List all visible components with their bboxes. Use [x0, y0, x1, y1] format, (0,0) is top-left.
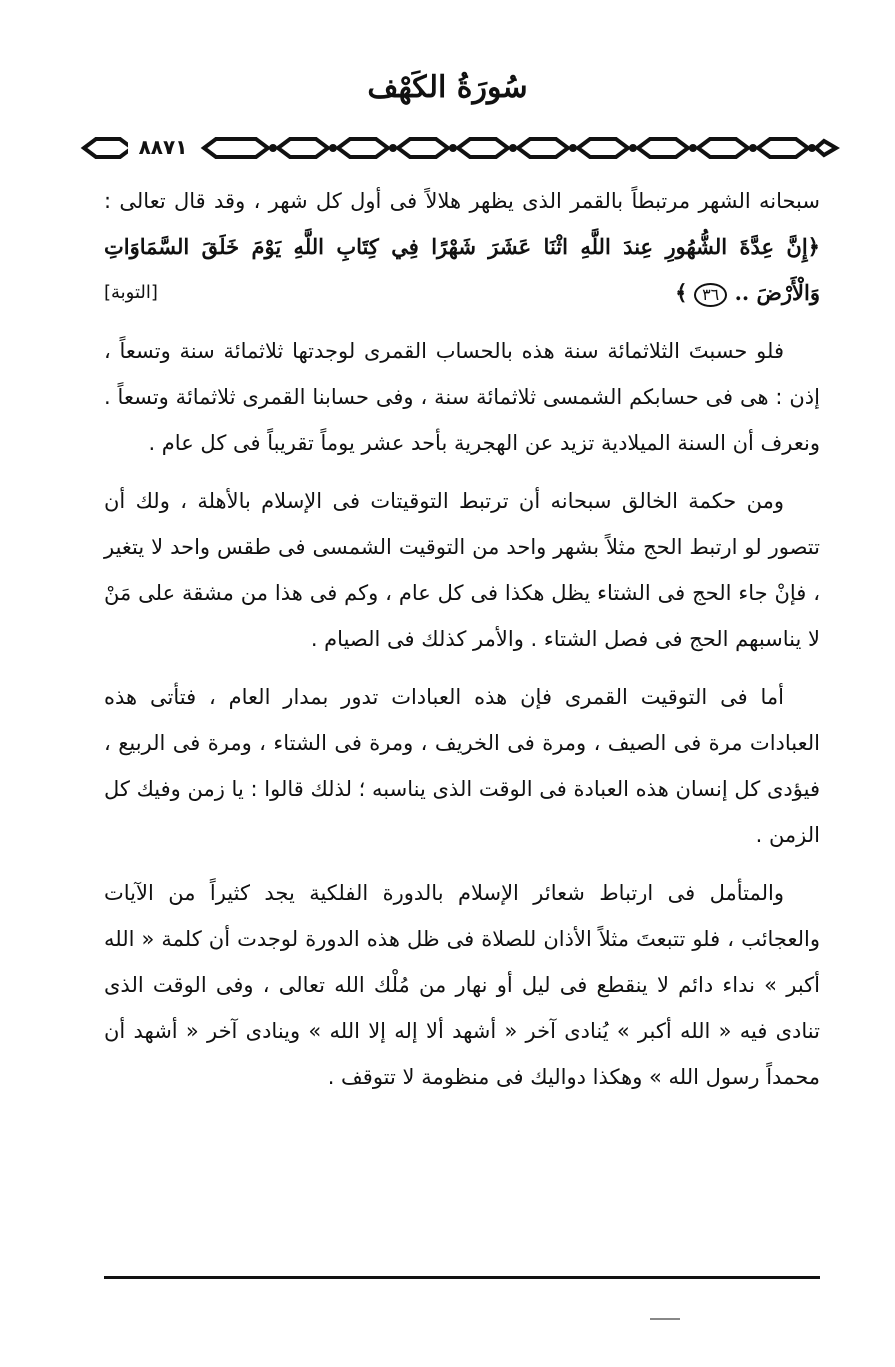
paragraph-3: ومن حكمة الخالق سبحانه أن ترتبط التوقيتات فى الإسلام بالأهلة ، ولك أن تتصور لو ارتبط الحج مثلاً بشهر واحد من التوقيت الشمسى فى طقس واحد لا يتغير ، فإنْ جاء الحج فى الشتاء يظل هكذا فى كل عام ، وكم فى هذا من مشقة على مَنْ لا يناسبهم الحج فى فصل الشتاء . والأمر كذلك فى الصيام . — [104, 489, 820, 651]
quran-verse: ﴿إِنَّ عِدَّةَ الشُّهُورِ عِندَ اللَّهِ اثْنَا عَشَرَ شَهْرًا فِي كِتَابِ اللَّهِ يَوْمَ خَلَقَ السَّمَاوَاتِ وَالْأَرْضَ .. — [104, 234, 820, 305]
footer-divider — [104, 1276, 820, 1279]
page-mark — [650, 1318, 680, 1320]
paragraph-1 — [104, 178, 820, 316]
verse-number: ٣٦ — [694, 283, 727, 307]
verse-close-bracket: ﴾ — [675, 280, 688, 305]
surah-title: سُورَةُ الكَهْف — [367, 70, 528, 105]
paragraph-2: فلو حسبتَ الثلاثمائة سنة هذه بالحساب القمرى لوجدتها ثلاثمائة سنة وتسعاً ، إذن : هى فى حسابكم الشمسى ثلاثمائة سنة ، وفى حسابنا القمرى ثلاثمائة وتسعاً . ونعرف أن السنة الميلادية تزيد عن الهجرية بأحد عشر يوماً تقريباً فى كل عام . — [104, 339, 820, 455]
paragraph-text: سبحانه الشهر مرتبطاً بالقمر الذى يظهر هلالاً فى أول كل شهر ، وقد قال تعالى : — [104, 189, 820, 213]
page-body — [104, 178, 820, 1112]
paragraph-5: والمتأمل فى ارتباط شعائر الإسلام بالدورة الفلكية يجد كثيراً من الآيات والعجائب ، فلو تتبعتَ مثلاً الأذان للصلاة فى ظل هذه الدورة لوجدت أن كلمة « الله أكبر » نداء دائم لا ينقطع فى ليل أو نهار من مُلْك الله تعالى ، وفى الوقت الذى تنادى فيه « الله أكبر » يُنادى آخر « أشهد ألا إله إلا الله » وينادى آخر « أشهد أن محمداً رسول الله » وهكذا دواليك فى منظومة لا تتوقف . — [104, 881, 820, 1089]
verse-reference: [التوبة] — [104, 282, 158, 303]
paragraph-4: أما فى التوقيت القمرى فإن هذه العبادات تدور بمدار العام ، فتأتى هذه العبادات مرة فى الصيف ، ومرة فى الخريف ، ومرة فى الشتاء ، ومرة فى الربيع ، فيؤدى كل إنسان هذه العبادة فى الوقت الذى يناسبه ؛ لذلك قالوا : يا زمن وفيك كل الزمن . — [104, 685, 820, 847]
page-number: ٨٨٧١ — [128, 135, 198, 159]
